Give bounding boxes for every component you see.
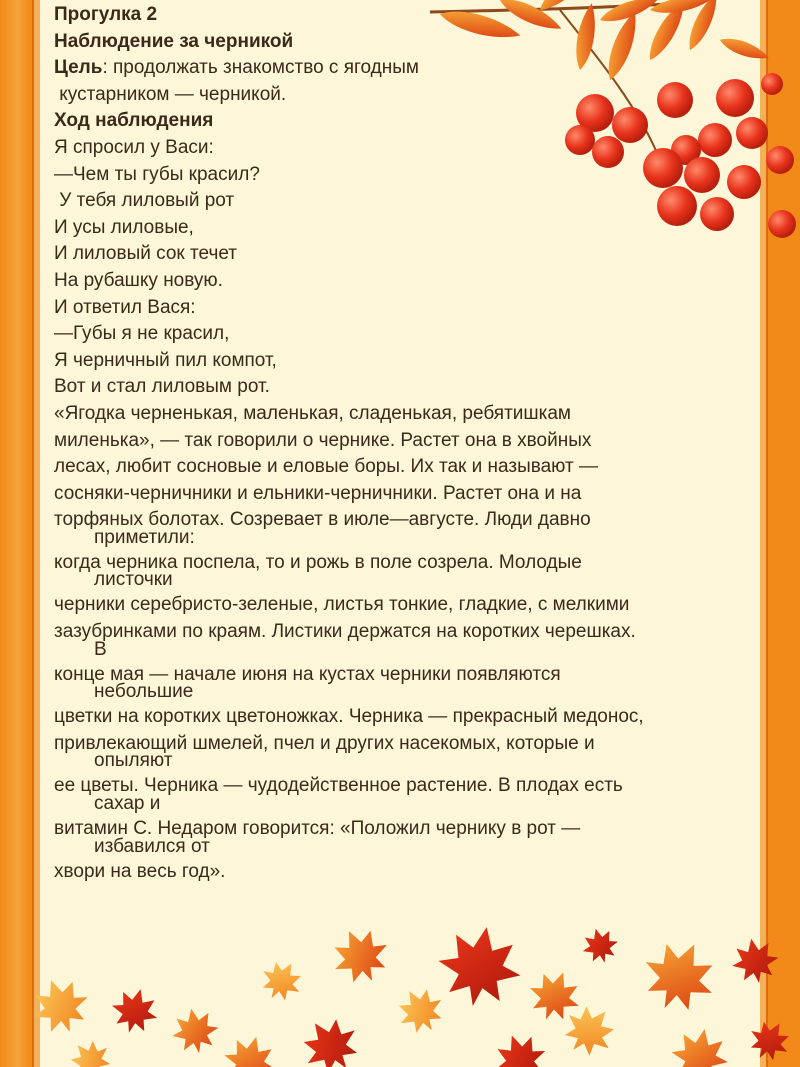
stripe-right xyxy=(760,0,766,1067)
poem-line: —Губы я не красил, xyxy=(54,323,230,345)
body-line: лесах, любит сосновые и еловые боры. Их так и называют — xyxy=(54,456,598,478)
document-text xyxy=(54,2,744,885)
poem-line: На рубашку новую. xyxy=(54,269,223,291)
goal-line xyxy=(54,55,744,82)
poem-line: И лиловый сок течет xyxy=(54,243,237,265)
body-line: хвори на весь год». xyxy=(54,860,226,882)
body-line-wrap: небольшие xyxy=(94,681,194,703)
walk-title: Прогулка 2 xyxy=(54,4,158,25)
frame-line-right xyxy=(766,0,768,1067)
observation-title: Наблюдение за черникой xyxy=(54,30,294,52)
poem-line: Я спросил у Васи: xyxy=(54,136,214,158)
progress-title: Ход наблюдения xyxy=(54,110,214,132)
body-line: когда черника поспела, то и рожь в поле созрела. Молодые xyxy=(54,551,582,573)
body-line: сосняки-черничники и ельники-черничники. Растет она и на xyxy=(54,482,582,504)
body-line-wrap: приметили: xyxy=(94,526,195,548)
body-line: конце мая — начале июня на кустах черники появляются xyxy=(54,663,561,685)
body-line: зазубринками по краям. Листики держатся на коротких черешках. xyxy=(54,621,636,643)
body-line: витамин С. Недаром говорится: «Положил чернику в рот — xyxy=(54,818,581,840)
poem-line: И ответил Вася: xyxy=(54,296,196,318)
poem-line: Я черничный пил компот, xyxy=(54,349,277,371)
body-line-wrap: опыляют xyxy=(94,750,173,772)
body-line: ее цветы. Черника — чудодейственное растение. В плодах есть xyxy=(54,775,623,797)
goal-text: : продолжать знакомство с ягодным xyxy=(102,57,419,79)
body-line: привлекающий шмелей, пчел и других насекомых, которые и xyxy=(54,732,595,754)
poem xyxy=(54,135,744,401)
stripe-left xyxy=(34,0,40,1067)
body-paragraph xyxy=(54,401,744,885)
goal-label: Цель xyxy=(54,57,103,79)
poem-line: И усы лиловые, xyxy=(54,216,194,238)
body-line-wrap: избавился от xyxy=(94,835,210,857)
body-line-wrap: В xyxy=(94,638,107,660)
body-line: миленька», — так говорили о чернике. Растет она в хвойных xyxy=(54,429,592,451)
body-line: черники серебристо-зеленые, листья тонкие, гладкие, с мелкими xyxy=(54,594,630,616)
body-line: торфяных болотах. Созревает в июле—августе. Люди давно xyxy=(54,509,591,531)
poem-line: У тебя лиловый рот xyxy=(54,190,235,212)
poem-line: Вот и стал лиловым рот. xyxy=(54,376,270,398)
body-line: «Ягодка черненькая, маленькая, сладенькая, ребятишкам xyxy=(54,402,571,424)
goal-line-2: кустарником — черникой. xyxy=(54,83,287,105)
body-line-wrap: листочки xyxy=(94,569,173,591)
poem-line: —Чем ты губы красил? xyxy=(54,163,260,185)
body-line: цветки на коротких цветоножках. Черника — прекрасный медонос, xyxy=(54,706,644,728)
body-line-wrap: сахар и xyxy=(94,793,161,815)
